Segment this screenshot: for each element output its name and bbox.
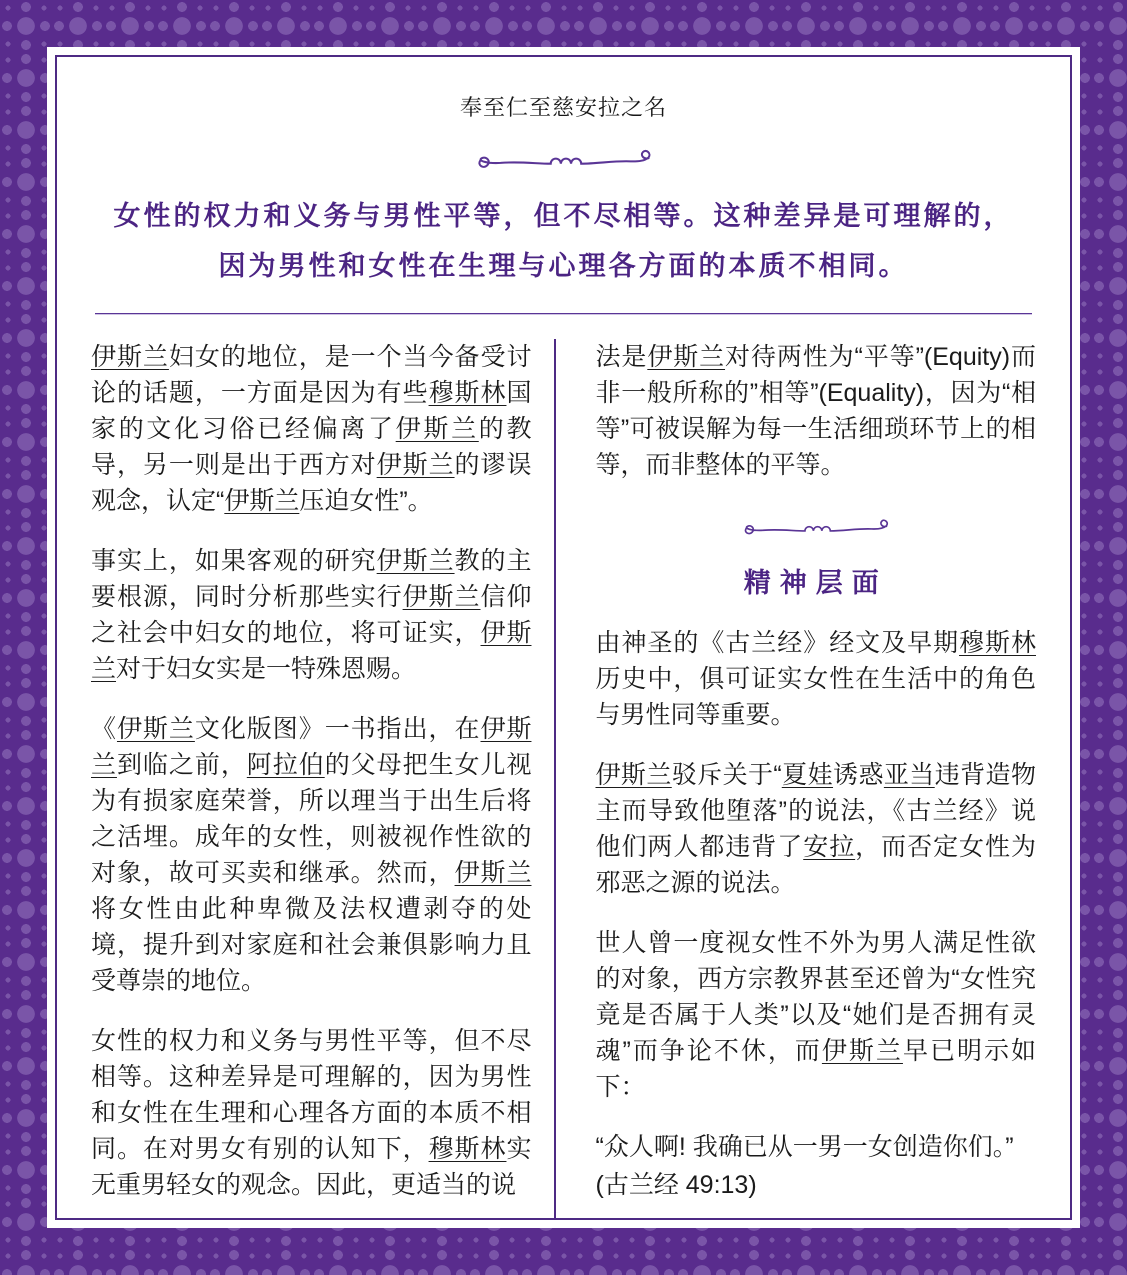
proper-noun: 伊斯兰 (376, 451, 455, 479)
paragraph: 法是伊斯兰对待两性为“平等”(Equity)而非一般所称的”相等”(Equality)，因为“相等”可被误解为每一生活细琐环节上的相等，而非整体的平等。 (595, 343, 1036, 479)
proper-noun: 伊斯兰 (91, 343, 169, 371)
proper-noun: 伊斯兰 (91, 715, 532, 779)
swirl-flourish-icon (474, 136, 654, 182)
proper-noun: 伊斯兰 (454, 859, 532, 887)
proper-noun: 安拉 (803, 833, 856, 861)
quote-source: (古兰经 49:13) (595, 1171, 757, 1199)
paragraph: 事实上，如果客观的研究伊斯兰教的主要根源，同时分析那些实行伊斯兰信仰之社会中妇女的地位，将可证实，伊斯兰对于妇女实是一特殊恩赐。 (91, 547, 532, 683)
content-frame (55, 55, 1072, 1220)
two-column-layout (91, 339, 1036, 1220)
proper-noun: 伊斯兰 (116, 715, 195, 743)
proper-noun: 伊斯兰 (224, 487, 300, 515)
right-column (556, 339, 1037, 1220)
proper-noun: 夏娃 (781, 761, 834, 789)
quran-quote-block (596, 1129, 1037, 1203)
paragraph: 女性的权力和义务与男性平等，但不尽相等。这种差异是可理解的，因为男性和女性在生理和心理各方面的本质不相同。在对男女有别的认知下，穆斯林实无重男轻女的观念。因此，更适当的说 (91, 1027, 532, 1199)
section-title-spiritual-aspect: 精神层面 (743, 568, 888, 598)
proper-noun: 伊斯兰 (91, 619, 532, 683)
proper-noun: 伊斯兰 (376, 547, 455, 575)
proper-noun: 伊斯兰 (395, 415, 479, 443)
proper-noun: 伊斯兰 (647, 343, 726, 371)
proper-noun: 伊斯兰 (402, 583, 481, 611)
left-column (91, 339, 554, 1220)
proper-noun: 穆斯林 (428, 379, 507, 407)
horizontal-rule (95, 313, 1032, 315)
page-title-line-1: 女性的权力和义务与男性平等，但不尽相等。这种差异是可理解的， (113, 201, 1014, 231)
quote-text: “众人啊! 我确已从一男一女创造你们。” (595, 1133, 1014, 1161)
paragraph: 伊斯兰妇女的地位，是一个当今备受讨论的话题，一方面是因为有些穆斯林国家的文化习俗已经偏离了伊斯兰的教导，另一则是出于西方对伊斯兰的谬误观念，认定“伊斯兰压迫女性”。 (91, 343, 532, 515)
flourish-divider (91, 136, 1036, 187)
swirl-flourish-icon (741, 507, 891, 547)
proper-noun: 穆斯林 (959, 629, 1036, 657)
paragraph: 《伊斯兰文化版图》一书指出，在伊斯兰到临之前，阿拉伯的父母把生女儿视为有损家庭荣誉，所以理当于出生后将之活埋。成年的女性，则被视作性欲的对象，故可买卖和继承。然而，伊斯兰将女性由此种卑微及法权遭剥夺的处境，提升到对家庭和社会兼俱影响力且受尊崇的地位。 (91, 715, 532, 995)
proper-noun: 穆斯林 (428, 1135, 507, 1163)
proper-noun: 伊斯兰 (821, 1037, 903, 1065)
proper-noun: 亚当 (883, 761, 935, 789)
paragraph: 世人曾一度视女性不外为男人满足性欲的对象，西方宗教界甚至还曾为“女性究竟是否属于人类”以及“她们是否拥有灵魂”而争论不休，而伊斯兰早已明示如下： (595, 929, 1036, 1101)
proper-noun: 阿拉伯 (246, 751, 325, 779)
paragraph: 由神圣的《古兰经》经文及早期穆斯林历史中，俱可证实女性在生活中的角色与男性同等重要。 (595, 629, 1036, 729)
paragraph: 伊斯兰驳斥关于“夏娃诱惑亚当违背造物主而导致他堕落”的说法，《古兰经》说他们两人都违背了安拉，而否定女性为邪恶之源的说法。 (595, 761, 1036, 897)
bismillah-heading: 奉至仁至慈安拉之名 (459, 95, 667, 120)
page-title-line-2: 因为男性和女性在生理与心理各方面的本质不相同。 (218, 251, 909, 281)
page (47, 47, 1080, 1228)
flourish-divider (596, 507, 1037, 557)
page-title (91, 191, 1036, 291)
proper-noun: 伊斯兰 (595, 761, 672, 789)
